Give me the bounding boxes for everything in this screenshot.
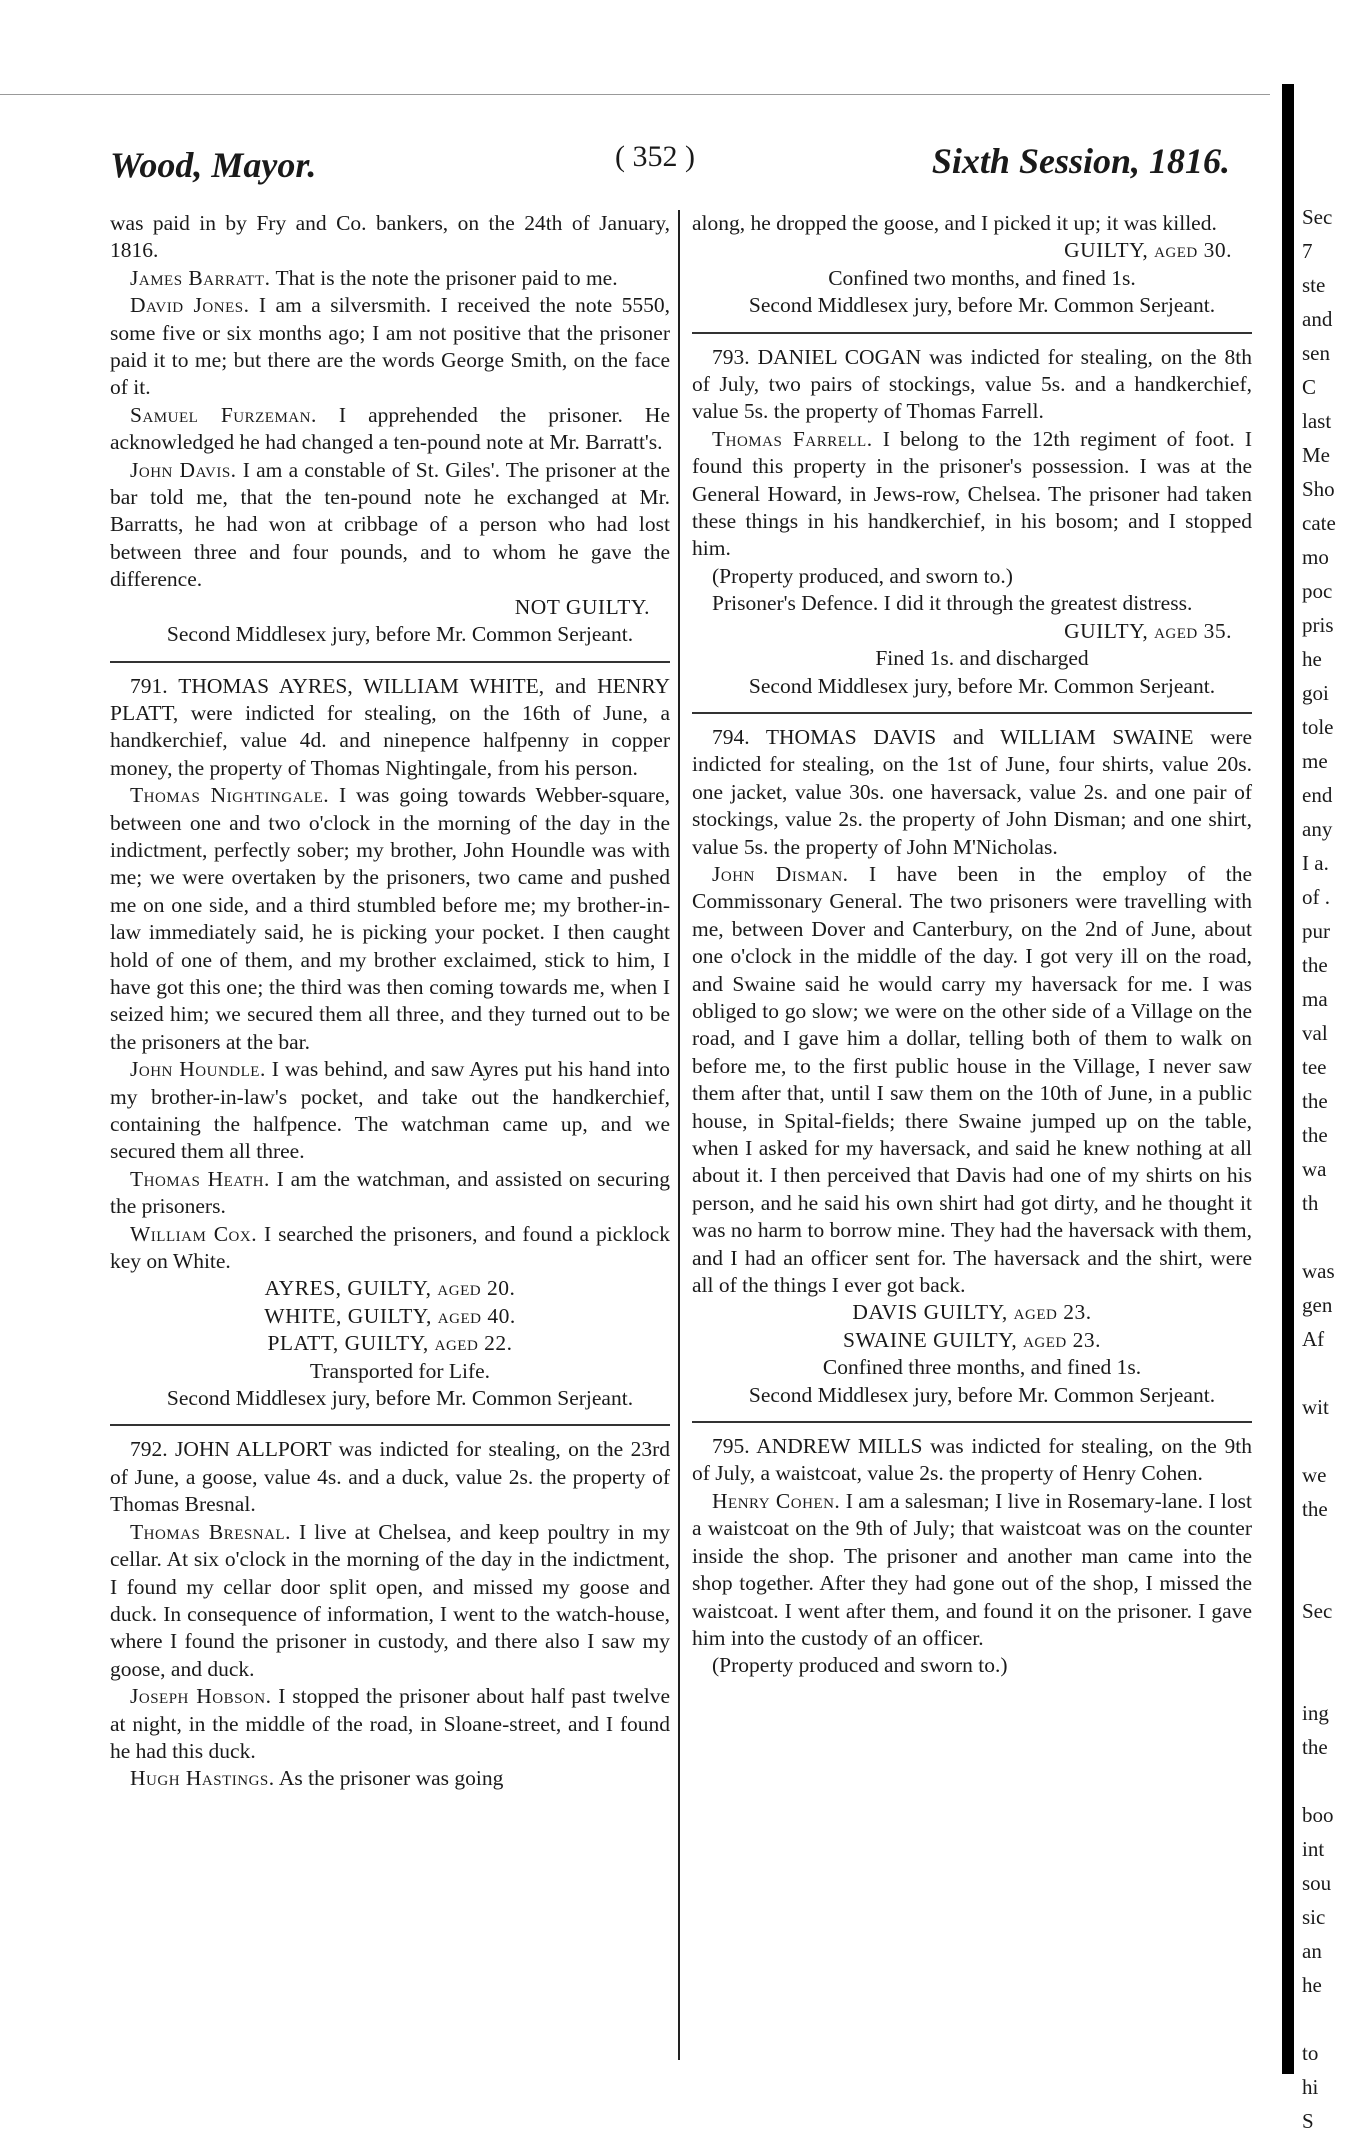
fragment-line: cate xyxy=(1302,511,1336,535)
left-column xyxy=(110,210,670,1793)
testimony-text: I belong to the 12th regiment of foot. I found this property in the prisoner's possession. I was at the General Howard, in Jews-row, Chelsea. The prisoner had taken these things in his handkerchief, in his bosom; and I stopped him. xyxy=(692,426,1252,561)
speaker-name: John Disman. xyxy=(712,861,849,886)
fragment-line xyxy=(1302,1220,1348,1254)
paragraph xyxy=(110,292,670,402)
page-header xyxy=(110,132,1230,192)
fragment-line: tole xyxy=(1302,715,1334,739)
fragment-line: Sec xyxy=(1302,205,1333,229)
fragment-line: the xyxy=(1302,1497,1328,1521)
fragment-line: he xyxy=(1302,1973,1322,1997)
paragraph xyxy=(110,265,670,292)
testimony-text: I am the watchman, and assisted on securing the prisoners. xyxy=(110,1166,670,1219)
verdict: DAVIS GUILTY, aged 23. xyxy=(852,1300,1092,1325)
fragment-line: ste xyxy=(1302,273,1326,297)
fragment-line: ma xyxy=(1302,987,1328,1011)
speaker-name: John Houndle. xyxy=(130,1057,266,1082)
fragment-line: the xyxy=(1302,953,1328,977)
fragment-line: boo xyxy=(1302,1803,1334,1827)
paragraph xyxy=(692,426,1252,563)
sentence: Fined 1s. and discharged xyxy=(875,646,1089,671)
fragment-line xyxy=(1302,1356,1348,1390)
fragment-line: wa xyxy=(1302,1157,1327,1181)
sentence: Confined three months, and fined 1s. xyxy=(822,1355,1142,1380)
fragment-line: me xyxy=(1302,749,1328,773)
testimony-text: That is the note the prisoner paid to me. xyxy=(270,265,618,290)
testimony-text: I am a silversmith. I received the note 5550, some five or six months ago; I am not positive that the prisoner paid it to me; but there are the words George Smith, on the face of it. xyxy=(110,293,670,400)
verdict: WHITE, GUILTY, aged 40. xyxy=(264,1303,516,1328)
speaker-name: Henry Cohen. xyxy=(712,1488,841,1513)
speaker-name: Thomas Farrell. xyxy=(712,426,873,451)
fragment-line: and xyxy=(1302,307,1333,331)
binding-edge-bar xyxy=(1282,84,1294,2074)
testimony-text: I was behind, and saw Ayres put his hand into my brother-in-law's pocket, and take out the handkerchief, containing the halfpence. The watchman came up, and we secured them all three. xyxy=(110,1057,670,1164)
fragment-line: poc xyxy=(1302,579,1333,603)
speaker-name: Thomas Nightingale. xyxy=(130,783,330,808)
speaker-name: Joseph Hobson. xyxy=(130,1684,272,1709)
fragment-line xyxy=(1302,1764,1348,1798)
paragraph xyxy=(110,402,670,457)
fragment-line xyxy=(1302,2002,1348,2036)
page-number: ( 352 ) xyxy=(615,140,695,173)
fragment-line: pris xyxy=(1302,613,1334,637)
verdict: AYRES, GUILTY, aged 20. xyxy=(264,1276,516,1301)
paragraph xyxy=(110,1519,670,1683)
fragment-line xyxy=(1302,1560,1348,1594)
fragment-line xyxy=(1302,1662,1348,1696)
verdicts-block xyxy=(692,1299,1252,1354)
verdict: NOT GUILTY. xyxy=(514,594,650,619)
column-divider xyxy=(678,210,680,2060)
testimony-text: I am a salesman; I live in Rosemary-lane. I lost a waistcoat on the 9th of July; that waistcoat was on the counter inside the shop. The prisoner and another man came into the shop together. After they had gone out of the shop, I missed the waistcoat. I went after them, and found it on the prisoner. I gave him into the custody of an officer. xyxy=(692,1488,1252,1650)
testimony-text: I searched the prisoners, and found a picklock key on White. xyxy=(110,1221,670,1274)
paragraph xyxy=(110,1166,670,1221)
fragment-line: Sec xyxy=(1302,1599,1333,1623)
paragraph xyxy=(110,1765,670,1792)
speaker-name: David Jones. xyxy=(130,293,250,318)
fragment-line: hi xyxy=(1302,2075,1319,2099)
paragraph: (Property produced and sworn to.) xyxy=(712,1653,1008,1678)
header-right: Sixth Session, 1816. xyxy=(931,141,1230,181)
fragment-line: Me xyxy=(1302,443,1330,467)
case-heading: 791. THOMAS AYRES, WILLIAM WHITE, and HENRY PLATT, were indicted for stealing, on the 16th of June, a handkerchief, value 4d. and ninepence halfpenny in copper money, the property of Thomas Nightingale, from his person. xyxy=(110,673,670,780)
fragment-line: Sho xyxy=(1302,477,1335,501)
fragment-line xyxy=(1302,1526,1348,1560)
header-left: Wood, Mayor. xyxy=(110,145,317,185)
fragment-line: C xyxy=(1302,375,1317,399)
sentence: Transported for Life. xyxy=(309,1358,491,1383)
fragment-line: tee xyxy=(1302,1055,1327,1079)
case-separator xyxy=(110,1424,670,1426)
fragment-line: sic xyxy=(1302,1905,1326,1929)
fragment-line: we xyxy=(1302,1463,1327,1487)
case-separator xyxy=(692,712,1252,714)
jury-line: Second Middlesex jury, before Mr. Common Serjeant. xyxy=(748,1382,1216,1407)
paragraph: Prisoner's Defence. I did it through the greatest distress. xyxy=(712,591,1193,616)
verdict: GUILTY, aged 35. xyxy=(1064,618,1232,643)
paragraph xyxy=(110,1056,670,1166)
speaker-name: James Barratt. xyxy=(130,265,271,290)
fragment-line: wit xyxy=(1302,1395,1329,1419)
paragraph: along, he dropped the goose, and I picked it up; it was killed. xyxy=(692,211,1217,235)
right-column xyxy=(692,210,1252,1680)
case-separator xyxy=(692,1421,1252,1423)
speaker-name: Thomas Bresnal. xyxy=(130,1519,291,1544)
top-edge-line xyxy=(0,94,1270,95)
paragraph xyxy=(110,457,670,594)
fragment-line: the xyxy=(1302,1735,1328,1759)
fragment-line: goi xyxy=(1302,681,1329,705)
paragraph xyxy=(692,1488,1252,1652)
jury-line: Second Middlesex jury, before Mr. Common Serjeant. xyxy=(748,673,1216,698)
case-heading: 794. THOMAS DAVIS and WILLIAM SWAINE were indicted for stealing, on the 1st of June, four shirts, value 20s. one jacket, value 30s. one haversack, value 2s. and one pair of stockings, value 2s. the property of John Disman; and one shirt, value 5s. the property of John M'Nicholas. xyxy=(692,724,1252,859)
testimony-text: As the prisoner was going xyxy=(274,1766,504,1791)
fragment-line: mo xyxy=(1302,545,1329,569)
fragment-line: was xyxy=(1302,1259,1335,1283)
fragment-line: 7 xyxy=(1302,239,1313,263)
fragment-line: of . xyxy=(1302,885,1330,909)
testimony-text: I live at Chelsea, and keep poultry in my cellar. At six o'clock in the morning of the day in the indictment, I found my cellar door split open, and missed my goose and duck. In consequence of information, I went to the watch-house, where I found the prisoner in custody, and there also I saw my goose, and duck. xyxy=(110,1519,670,1681)
paragraph xyxy=(692,861,1252,1300)
testimony-text: I have been in the employ of the Commissonary General. The two prisoners were travelling with me, between Dover and Canterbury, on the 2nd of June, about one o'clock in the middle of the day. I got very ill on the road, and Swaine said he would carry my haversack for me. I was obliged to go slow; we were on the other side of a Village on the road, and I gave him a dollar, telling both of them to walk on before me, to the first public house in the Village, I never saw them after that, until I saw them on the 10th of June, in a public house, in Spital-fields; there Swaine jumped up on the table, when I asked for my haversack, and said he knew nothing at all about it. I then perceived that Davis had one of my shirts on his person, and he said his own shirt had got dirty, and he thought it was no harm to borrow mine. They had the haversack with them, and I had an officer sent for. The haversack and the shirt, were all of the things I ever got back. xyxy=(692,861,1252,1298)
verdict: SWAINE GUILTY, aged 23. xyxy=(842,1327,1101,1352)
testimony-text: I am a constable of St. Giles'. The prisoner at the bar told me, that the ten-pound note he exchanged at Mr. Barratts, he had won at cribbage of a person who had lost between three and four pounds, and to whom he gave the difference. xyxy=(110,457,671,592)
testimony-text: I stopped the prisoner about half past twelve at night, in the middle of the road, in Sloane-street, and I found he had this duck. xyxy=(110,1684,670,1763)
fragment-line: pur xyxy=(1302,919,1330,943)
fragment-line: ing xyxy=(1302,1701,1329,1725)
fragment-line: Af xyxy=(1302,1327,1325,1351)
fragment-line: any xyxy=(1302,817,1333,841)
paragraph xyxy=(110,1683,670,1765)
fragment-line: int xyxy=(1302,1837,1325,1861)
fragment-line: I a. xyxy=(1302,851,1329,875)
case-separator xyxy=(692,332,1252,334)
fragment-line: the xyxy=(1302,1089,1328,1113)
paragraph: (Property produced, and sworn to.) xyxy=(712,563,1013,588)
fragment-line: end xyxy=(1302,783,1333,807)
fragment-line: to xyxy=(1302,2041,1319,2065)
fragment-line: sou xyxy=(1302,1871,1332,1895)
speaker-name: Hugh Hastings. xyxy=(130,1766,275,1791)
fragment-line: the xyxy=(1302,1123,1328,1147)
case-separator xyxy=(110,661,670,663)
fragment-line: he xyxy=(1302,647,1322,671)
sentence: Confined two months, and fined 1s. xyxy=(828,265,1136,290)
testimony-text: I was going towards Webber-square, between one and two o'clock in the morning of the day in the indictment, perfectly sober; my brother, John Houndle was with me; we were overtaken by the prisoners, two came and pushed me on one side, and a third stumbled before me; my brother-in-law immediately said, he is picking your pocket. I then caught hold of one of them, and my brother exclaimed, stick to him, I have got this one; the third was then coming towards me, when I seized him; we secured them all three, and they turned out to be the prisoners at the bar. xyxy=(110,783,670,1054)
jury-line: Second Middlesex jury, before Mr. Common Serjeant. xyxy=(166,1386,634,1411)
fragment-line: gen xyxy=(1302,1293,1333,1317)
jury-line: Second Middlesex jury, before Mr. Common Serjeant. xyxy=(166,622,634,647)
speaker-name: Samuel Furzeman. xyxy=(130,402,317,427)
case-heading: 793. DANIEL COGAN was indicted for stealing, on the 8th of July, two pairs of stockings, value 5s. and a handkerchief, value 5s. the property of Thomas Farrell. xyxy=(692,344,1252,424)
verdict: GUILTY, aged 30. xyxy=(1064,238,1232,263)
paragraph xyxy=(110,782,670,1056)
fragment-line: last xyxy=(1302,409,1332,433)
fragment-line: th xyxy=(1302,1191,1319,1215)
case-heading: 795. ANDREW MILLS was indicted for stealing, on the 9th of July, a waistcoat, value 2s. the property of Henry Cohen. xyxy=(692,1434,1252,1486)
fragment-line xyxy=(1302,1628,1348,1662)
verdicts-block xyxy=(110,1275,670,1357)
paragraph xyxy=(110,1221,670,1276)
paragraph: was paid in by Fry and Co. bankers, on the 24th of January, 1816. xyxy=(110,211,670,263)
jury-line: Second Middlesex jury, before Mr. Common Serjeant. xyxy=(748,293,1216,318)
verdict: PLATT, GUILTY, aged 22. xyxy=(267,1331,513,1356)
fragment-line: val xyxy=(1302,1021,1328,1045)
speaker-name: William Cox. xyxy=(130,1221,258,1246)
speaker-name: John Davis. xyxy=(130,457,237,482)
fragment-line: an xyxy=(1302,1939,1322,1963)
adjacent-page-fragment xyxy=(1302,200,1348,2138)
testimony-text: I apprehended the prisoner. He acknowledged he had changed a ten-pound note at Mr. Barratt's. xyxy=(110,402,670,455)
speaker-name: Thomas Heath. xyxy=(130,1166,270,1191)
fragment-line: sen xyxy=(1302,341,1330,365)
case-heading: 792. JOHN ALLPORT was indicted for stealing, on the 23rd of June, a goose, value 4s. and a duck, value 2s. the property of Thomas Bresnal. xyxy=(110,1437,670,1517)
fragment-line: S xyxy=(1302,2109,1314,2133)
fragment-line xyxy=(1302,1424,1348,1458)
